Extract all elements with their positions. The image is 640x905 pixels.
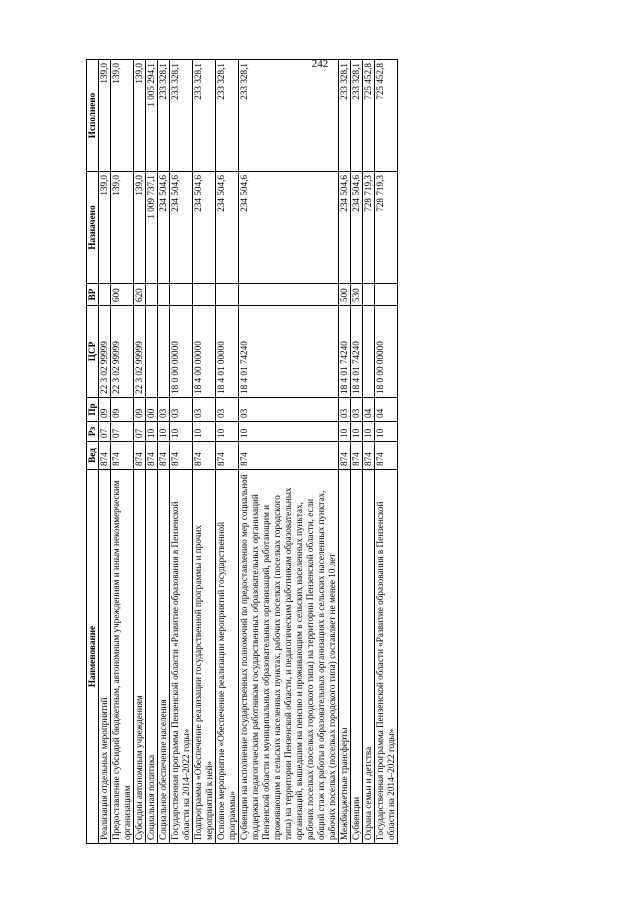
cell-executed: 233 328,1 [158,60,170,172]
cell-vr [170,284,193,306]
cell-name: Охрана семьи и детства [363,470,375,844]
cell-name: Межбюджетные трансферты [339,470,351,844]
cell-ved: 874 [193,442,216,470]
cell-rz: 10 [170,422,193,442]
cell-ved: 874 [158,442,170,470]
column-header-csr: ЦСР [87,306,99,398]
table-row [146,60,158,844]
cell-executed: 139,0 [111,60,134,172]
cell-vr [158,284,170,306]
cell-name: Субсидии автономным учреждениям [134,470,146,844]
table-row [134,60,146,844]
cell-name: Социальное обеспечение населения [158,470,170,844]
cell-executed: 233 328,1 [216,60,239,172]
column-header-executed: Исполнено [87,60,99,172]
cell-assigned: 234 504,6 [239,172,339,284]
cell-executed: 139,0 [99,60,111,172]
cell-assigned: 234 504,6 [351,172,363,284]
cell-vr: 620 [134,284,146,306]
budget-table [86,59,398,844]
cell-assigned: 234 504,6 [158,172,170,284]
cell-assigned: 139,0 [99,172,111,284]
cell-assigned: 139,0 [111,172,134,284]
cell-vr [239,284,339,306]
rotated-table-container [86,60,546,844]
cell-rz: 10 [363,422,375,442]
cell-pr: 03 [193,398,216,422]
cell-pr: 09 [134,398,146,422]
table-row [193,60,216,844]
cell-assigned: 234 504,6 [170,172,193,284]
cell-csr: 18 4 00 00000 [193,306,216,398]
cell-rz: 07 [99,422,111,442]
cell-assigned: 234 504,6 [216,172,239,284]
cell-rz: 10 [239,422,339,442]
table-row [170,60,193,844]
cell-ved: 874 [216,442,239,470]
table-header-row [87,60,99,844]
cell-name: Субвенции на исполнение государственных полномочий по предоставлению мер социальной поддержки педагогическим работникам государственных образовательных организаций Пензенской области и муниципальных образовательных организаций, работающим и проживающим в сельских населенных пунктах, рабочих поселках (поселках городского типа) на территории Пензенской области, и педагогическим работникам образовательных организаций, вышедшим на пенсию и проживающим в сельских населенных пунктах, рабочих поселках (поселках городского типа) на территории Пензенской области, если общий стаж их работы в образовательных организациях в сельских населенных пунктах, рабочих поселках (поселках городского типа) составляет не менее 10 лет [239,470,339,844]
cell-rz: 10 [351,422,363,442]
cell-ved: 874 [99,442,111,470]
column-header-assigned: Назначено [87,172,99,284]
cell-vr [99,284,111,306]
cell-assigned: 139,0 [134,172,146,284]
table-row [239,60,339,844]
cell-csr: 18 4 01 74240 [239,306,339,398]
cell-csr: 18 4 01 74240 [339,306,351,398]
cell-rz: 10 [339,422,351,442]
cell-pr: 03 [239,398,339,422]
cell-csr [363,306,375,398]
cell-name: Предоставление субсидий бюджетным, автономным учреждениям и иным некоммерческим организациям [111,470,134,844]
cell-ved: 874 [239,442,339,470]
cell-vr [363,284,375,306]
cell-ved: 874 [111,442,134,470]
table-row [111,60,134,844]
cell-csr: 18 0 00 00000 [170,306,193,398]
table-body [99,60,398,844]
cell-rz: 10 [146,422,158,442]
cell-rz: 10 [216,422,239,442]
cell-name: Государственная программа Пензенской области «Развитие образования в Пензенской области на 2014–2022 годы» [375,470,398,844]
cell-pr: 03 [351,398,363,422]
cell-csr: 18 4 01 74240 [351,306,363,398]
cell-executed: 233 328,1 [351,60,363,172]
cell-vr: 530 [351,284,363,306]
cell-executed: 233 328,1 [193,60,216,172]
cell-name: Социальная политика [146,470,158,844]
cell-executed: 233 328,1 [339,60,351,172]
table-row [363,60,375,844]
cell-pr: 03 [339,398,351,422]
cell-ved: 874 [375,442,398,470]
cell-name: Субвенции [351,470,363,844]
cell-vr [193,284,216,306]
cell-vr: 500 [339,284,351,306]
cell-executed: 233 328,1 [239,60,339,172]
cell-ved: 874 [134,442,146,470]
cell-csr: 22 3 02 99999 [134,306,146,398]
cell-assigned: 234 504,6 [193,172,216,284]
column-header-name: Наименование [87,470,99,844]
cell-rz: 10 [193,422,216,442]
cell-vr [216,284,239,306]
cell-pr: 03 [216,398,239,422]
table-row [339,60,351,844]
table-row [158,60,170,844]
cell-name: Основное мероприятие «Обеспечение реализации мероприятий государственной программы» [216,470,239,844]
cell-name: Подпрограмма «Обеспечение реализации государственной программы и прочих мероприятий к ней» [193,470,216,844]
column-header-vr: ВР [87,284,99,306]
cell-ved: 874 [146,442,158,470]
page-number: 242 [311,58,329,70]
cell-ved: 874 [170,442,193,470]
column-header-ved: Вед [87,442,99,470]
cell-rz: 07 [134,422,146,442]
cell-vr [146,284,158,306]
column-header-rz: Рз [87,422,99,442]
cell-csr: 22 3 02 99999 [99,306,111,398]
cell-rz: 07 [111,422,134,442]
cell-csr [158,306,170,398]
cell-pr: 04 [375,398,398,422]
cell-executed: 1 005 294,1 [146,60,158,172]
cell-rz: 10 [158,422,170,442]
cell-csr: 22 3 02 99999 [111,306,134,398]
cell-csr: 18 4 01 00000 [216,306,239,398]
cell-name: Государственная программа Пензенской области «Развитие образования в Пензенской области на 2014–2022 годы» [170,470,193,844]
cell-executed: 139,0 [134,60,146,172]
cell-executed: 725 452,8 [375,60,398,172]
cell-csr [146,306,158,398]
cell-executed: 725 452,8 [363,60,375,172]
cell-executed: 233 328,1 [170,60,193,172]
cell-assigned: 1 009 737,1 [146,172,158,284]
cell-pr: 00 [146,398,158,422]
table-row [216,60,239,844]
cell-rz: 10 [375,422,398,442]
cell-pr: 03 [158,398,170,422]
cell-ved: 874 [351,442,363,470]
table-row [351,60,363,844]
cell-assigned: 728 719,3 [375,172,398,284]
cell-pr: 09 [99,398,111,422]
table-row [375,60,398,844]
cell-pr: 09 [111,398,134,422]
cell-ved: 874 [363,442,375,470]
cell-pr: 04 [363,398,375,422]
cell-pr: 03 [170,398,193,422]
table-row [99,60,111,844]
cell-vr: 600 [111,284,134,306]
column-header-pr: Пр [87,398,99,422]
cell-vr [375,284,398,306]
cell-assigned: 728 719,3 [363,172,375,284]
cell-name: Реализация отдельных мероприятий [99,470,111,844]
cell-ved: 874 [339,442,351,470]
cell-assigned: 234 504,6 [339,172,351,284]
cell-csr: 18 0 00 00000 [375,306,398,398]
